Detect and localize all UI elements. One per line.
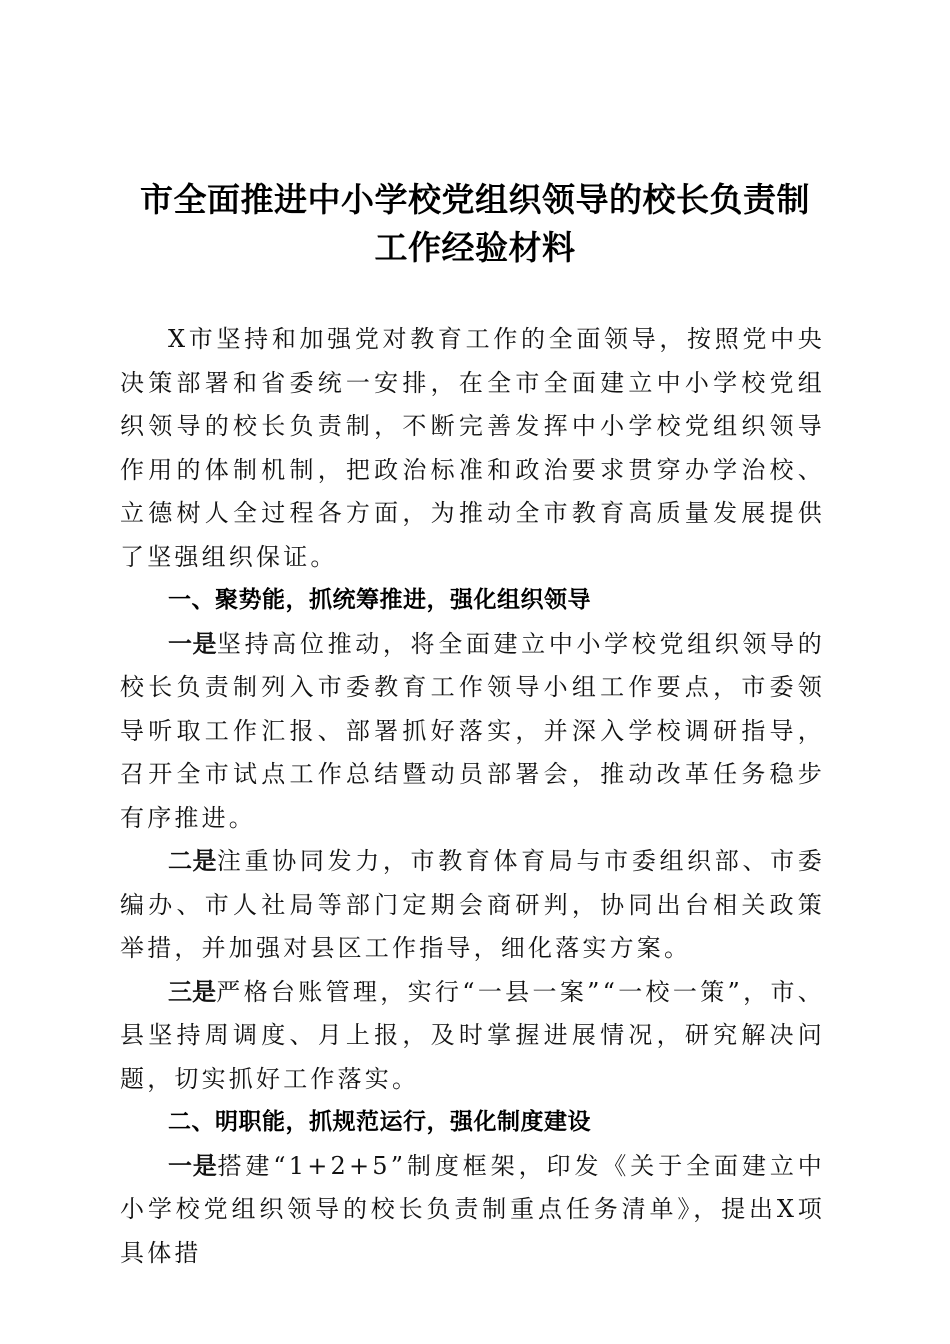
document-body: [120, 318, 825, 1275]
point-lead: 一是: [168, 1151, 218, 1180]
point-lead: 三是: [168, 977, 217, 1006]
section-1-point-1: [120, 623, 825, 841]
point-lead: 二是: [168, 847, 217, 875]
title-line-2: 工作经验材料: [374, 228, 576, 267]
section-heading-2: 二、明职能，抓规范运行，强化制度建设: [168, 1109, 591, 1135]
section-1-point-3: [120, 971, 825, 1102]
title-line-1: 市全面推进中小学校党组织领导的校长负责制: [140, 180, 810, 219]
section-1-point-2: [120, 840, 825, 971]
point-text: 坚持高位推动，将全面建立中小学校党组织领导的校长负责制列入市委教育工作领导小组工作要点，市委领导听取工作汇报、部署抓好落实，并深入学校调研指导，召开全市试点工作总结暨动员部署会，推动改革任务稳步有序推进。: [120, 629, 825, 832]
intro-paragraph: X市坚持和加强党对教育工作的全面领导，按照党中央决策部署和省委统一安排，在全市全面建立中小学校党组织领导的校长负责制，不断完善发挥中小学校党组织领导作用的体制机制，把政治标准和政治要求贯穿办学治校、立德树人全过程各方面，为推动全市教育高质量发展提供了坚强组织保证。: [120, 325, 825, 571]
point-text: 注重协同发力，市教育体育局与市委组织部、市委编办、市人社局等部门定期会商研判，协同出台相关政策举措，并加强对县区工作指导，细化落实方案。: [120, 847, 825, 962]
point-text: 严格台账管理，实行“一县一案”“一校一策”，市、县坚持周调度、月上报，及时掌握进展情况，研究解决问题，切实抓好工作落实。: [120, 977, 825, 1093]
point-lead: 一是: [168, 629, 217, 658]
document-title: [100, 176, 850, 272]
section-heading-1: 一、聚势能，抓统筹推进，强化组织领导: [168, 587, 591, 613]
point-text: 搭建“1+2+5”制度框架，印发《关于全面建立中小学校党组织领导的校长负责制重点任务清单》，提出X项具体措: [120, 1151, 825, 1267]
section-2-point-1: [120, 1145, 825, 1276]
